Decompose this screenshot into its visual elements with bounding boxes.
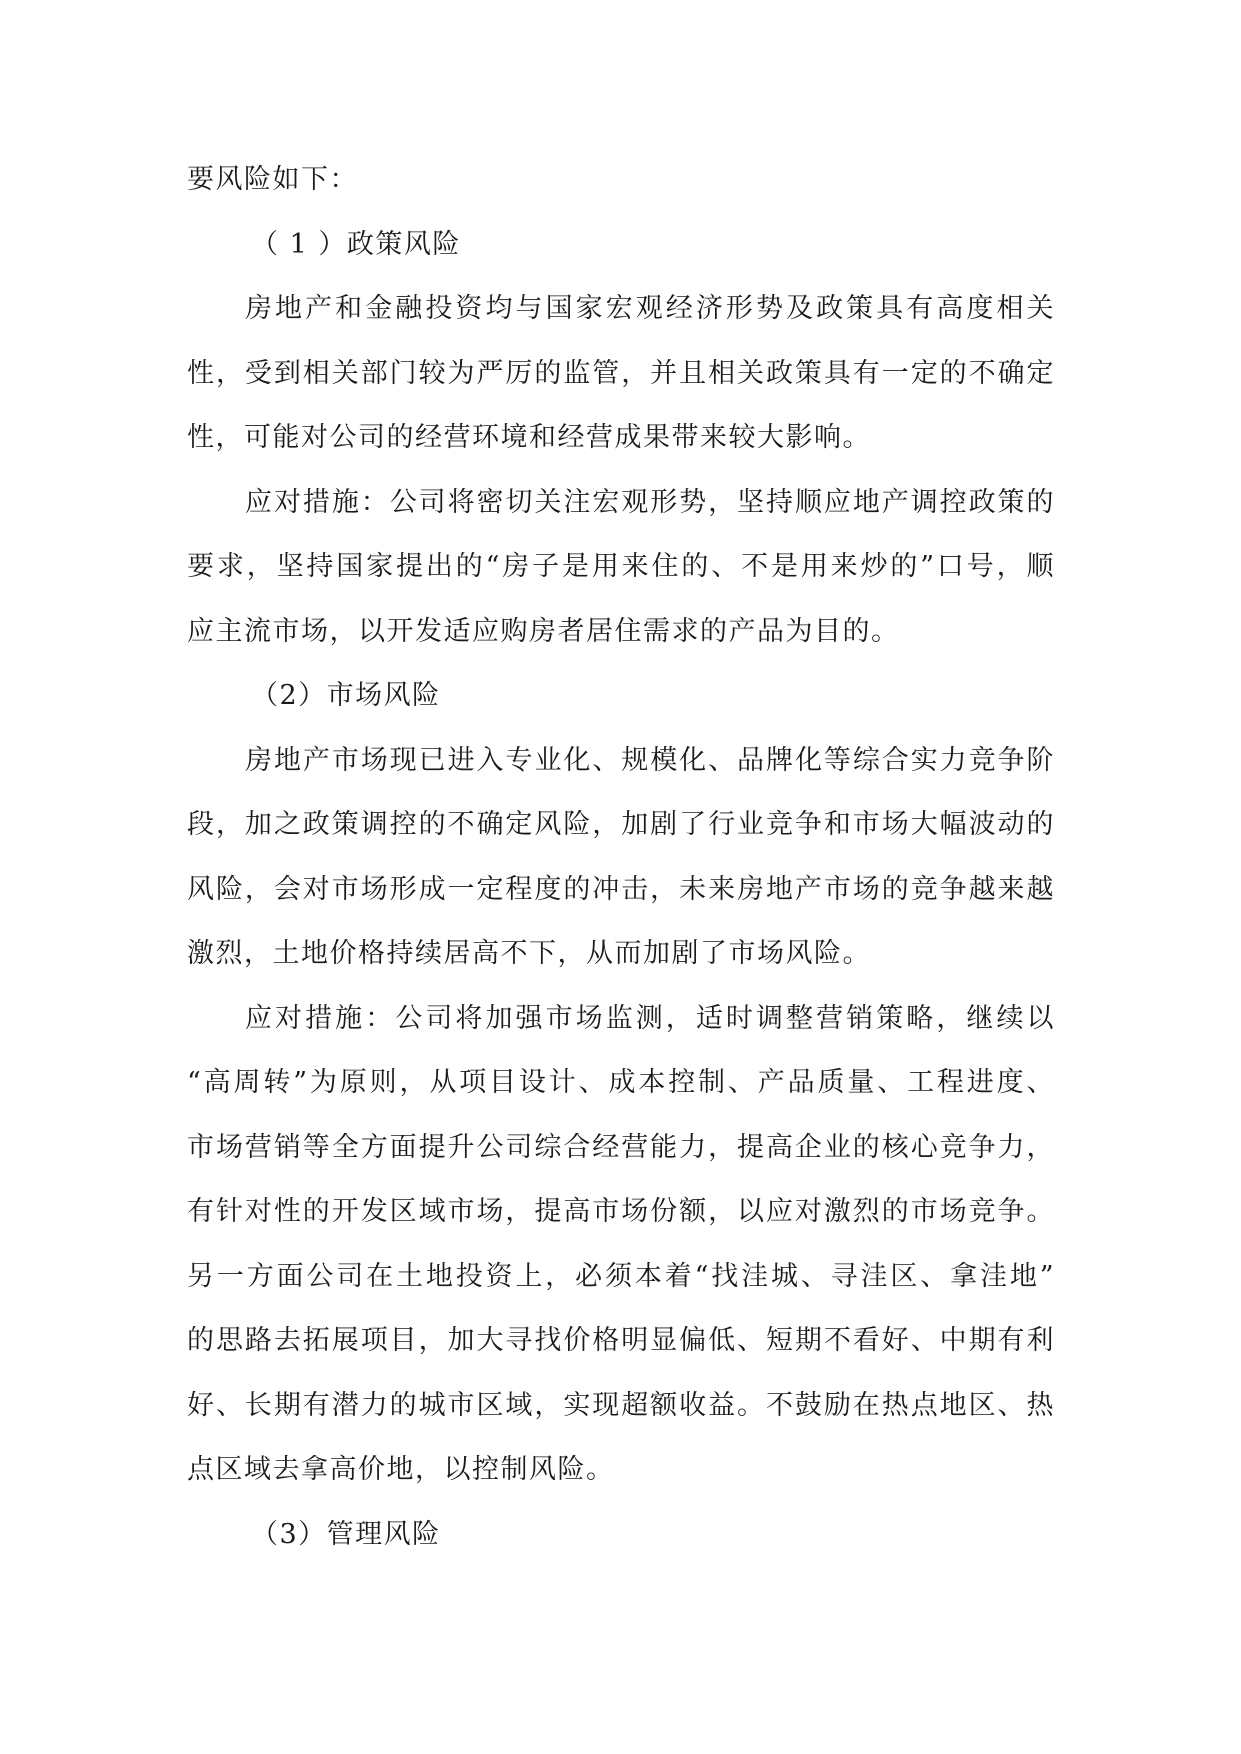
paragraph-line: 市场营销等全方面提升公司综合经营能力，提高企业的核心竞争力， [187,1131,1055,1163]
paragraph-line: 有针对性的开发区域市场，提高市场份额，以应对激烈的市场竞争。 [187,1196,1055,1227]
document-body [187,148,1055,1567]
paragraph-line: 激烈，土地价格持续居高不下，从而加剧了市场风险。 [187,938,871,969]
paragraph-line: 风险，会对市场形成一定程度的冲击，未来房地产市场的竞争越来越 [187,873,1055,905]
paragraph-line: 性，可能对公司的经营环境和经营成果带来较大影响。 [187,422,871,453]
section-heading-market-risk: （2）市场风险 [251,680,441,711]
paragraph-line: 应对措施：公司将加强市场监测，适时调整营销策略，继续以 [245,1002,1055,1034]
section-heading-policy-risk: （ 1 ）政策风险 [251,228,461,260]
paragraph-line: 性，受到相关部门较为严厉的监管，并且相关政策具有一定的不确定 [187,357,1055,389]
section-heading-management-risk: （3）管理风险 [251,1518,441,1550]
paragraph-line: 的思路去拓展项目，加大寻找价格明显偏低、短期不看好、中期有利 [187,1325,1055,1356]
paragraph-line: 段，加之政策调控的不确定风险，加剧了行业竞争和市场大幅波动的 [187,809,1055,840]
paragraph-line: 点区域去拿高价地，以控制风险。 [187,1454,615,1485]
paragraph-line: 应对措施：公司将密切关注宏观形势，坚持顺应地产调控政策的 [245,486,1055,518]
paragraph-continuation-line: 要风险如下： [187,164,358,195]
paragraph-line: 房地产和金融投资均与国家宏观经济形势及政策具有高度相关 [245,293,1055,324]
paragraph-line: “高周转”为原则，从项目设计、成本控制、产品质量、工程进度、 [187,1067,1055,1098]
paragraph-line: 另一方面公司在土地投资上，必须本着“找洼城、寻洼区、拿洼地” [187,1260,1055,1292]
paragraph-line: 房地产市场现已进入专业化、规模化、品牌化等综合实力竞争阶 [245,744,1055,776]
paragraph-line: 好、长期有潜力的城市区域，实现超额收益。不鼓励在热点地区、热 [187,1389,1055,1421]
paragraph-line: 应主流市场，以开发适应购房者居住需求的产品为目的。 [187,615,900,647]
paragraph-line: 要求，坚持国家提出的“房子是用来住的、不是用来炒的”口号，顺 [187,551,1055,582]
